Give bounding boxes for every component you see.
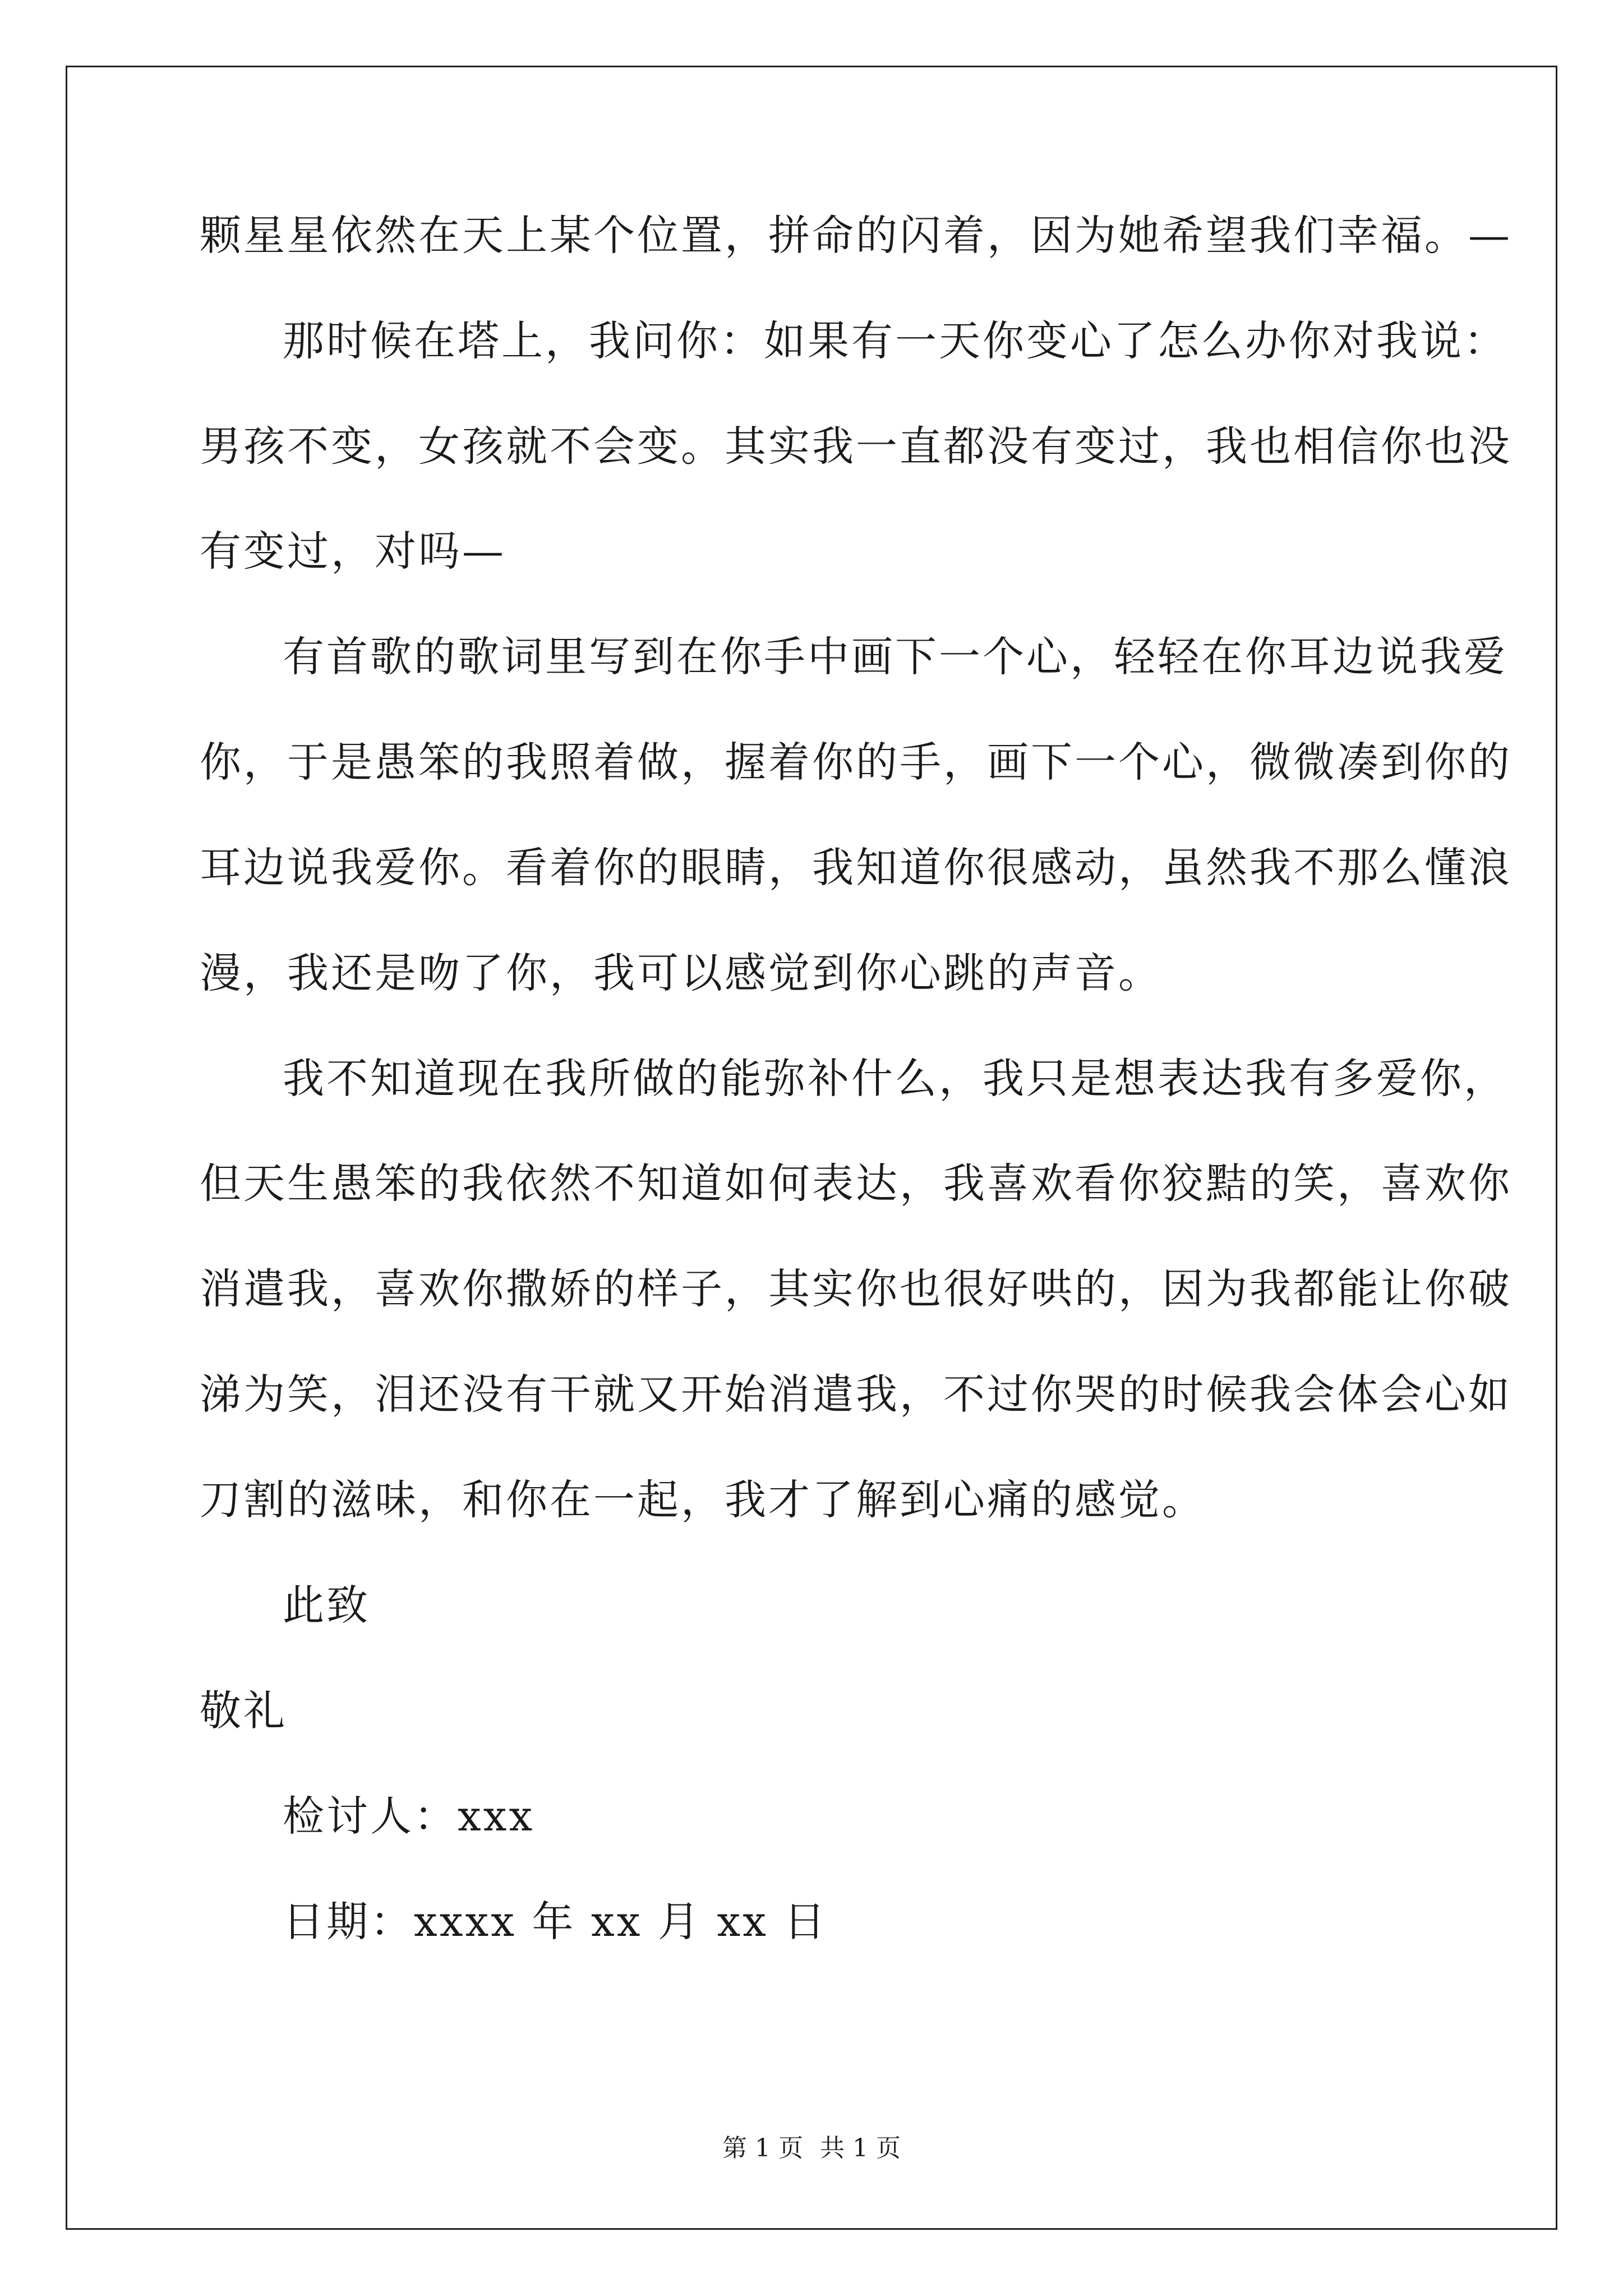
text-line: 漫，我还是吻了你，我可以感觉到你心跳的声音。 <box>200 949 1162 997</box>
signatory-line: 检讨人：xxx <box>283 1792 535 1841</box>
text-line: 涕为笑，泪还没有干就又开始消遣我，不过你哭的时候我会体会心如 <box>200 1370 1512 1419</box>
text-line: 刀割的滋味，和你在一起，我才了解到心痛的感觉。 <box>200 1476 1206 1524</box>
text-line: 男孩不变，女孩就不会变。其实我一直都没有变过，我也相信你也没 <box>200 422 1512 471</box>
closing-salutation: 此致 <box>283 1581 370 1630</box>
text-line: 有首歌的歌词里写到在你手中画下一个心，轻轻在你耳边说我爱 <box>283 633 1507 681</box>
page-footer <box>0 2132 1623 2165</box>
text-line: 耳边说我爱你。看着你的眼睛，我知道你很感动，虽然我不那么懂浪 <box>200 844 1512 892</box>
page-number: 第 1 页 <box>722 2134 803 2162</box>
text-line: 颗星星依然在天上某个位置，拼命的闪着，因为她希望我们幸福。— <box>200 211 1512 260</box>
text-line: 但天生愚笨的我依然不知道如何表达，我喜欢看你狡黠的笑，喜欢你 <box>200 1159 1512 1208</box>
text-line: 我不知道现在我所做的能弥补什么，我只是想表达我有多爱你， <box>283 1055 1507 1103</box>
date-line: 日期：xxxx 年 xx 月 xx 日 <box>283 1898 828 1946</box>
page-total: 共 1 页 <box>820 2134 901 2162</box>
text-line: 消遣我，喜欢你撒娇的样子，其实你也很好哄的，因为我都能让你破 <box>200 1265 1512 1313</box>
text-line: 那时候在塔上，我问你：如果有一天你变心了怎么办你对我说： <box>283 317 1507 365</box>
text-line: 你，于是愚笨的我照着做，握着你的手，画下一个心，微微凑到你的 <box>200 738 1512 786</box>
text-line: 有变过，对吗— <box>200 527 506 576</box>
closing-respect: 敬礼 <box>200 1687 287 1735</box>
